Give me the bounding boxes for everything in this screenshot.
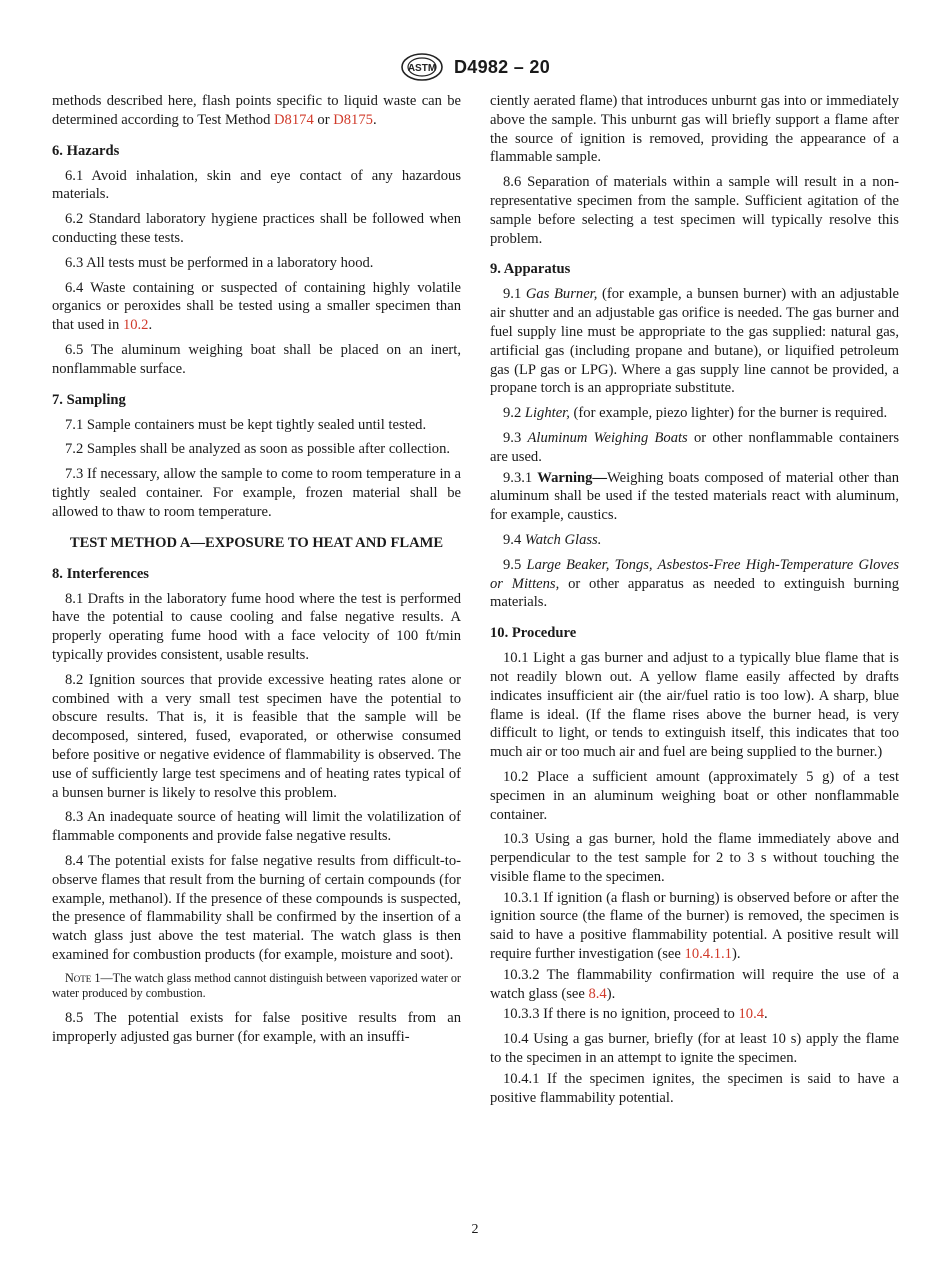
link-10-4[interactable]: 10.4 bbox=[738, 1006, 765, 1023]
paragraph-10-4: 10.4 Using a gas burner, briefly (for at least 10 s) apply the flame to the specimen in an attempt to ignite the specimen. bbox=[490, 1031, 899, 1067]
paragraph-7-2: 7.2 Samples shall be analyzed as soon as possible after collection. bbox=[65, 441, 451, 458]
paragraph-6-4: 6.4 Waste containing or suspected of containing highly volatile organics or peroxides shall be tested using a smaller specimen than that used in 10.2. bbox=[52, 279, 461, 334]
paragraph-6-5: 6.5 The aluminum weighing boat shall be placed on an inert, nonflammable surface. bbox=[52, 341, 461, 377]
section-heading-apparatus: 9. Apparatus bbox=[490, 261, 571, 278]
paragraph-10-1: 10.1 Light a gas burner and adjust to a typically blue flame that is not readily blown out. A yellow flame easily affected by drafts indicates insufficient air (the air/fuel ratio is too low). A sharp, blue flame is ideal. (If the flame rises above the burner head, is very difficult to light, or tends to extinguish itself, this indicates that too much air or too much air and fuel are being supplied to the burner.) bbox=[490, 650, 899, 761]
page-number: 2 bbox=[471, 1222, 479, 1237]
link-d8174[interactable]: D8174 bbox=[274, 111, 314, 128]
link-10-4-1-1[interactable]: 10.4.1.1 bbox=[684, 946, 732, 963]
paragraph-8-1: 8.1 Drafts in the laboratory fume hood where the test is performed have the potential to cause cooling and false negative results. A properly operating fume hood with a face velocity of 100 ft/min typically provides consistent, usable results. bbox=[52, 590, 461, 663]
method-title: TEST METHOD A—EXPOSURE TO HEAT AND FLAME bbox=[69, 534, 444, 551]
paragraph-10-3: 10.3 Using a gas burner, hold the flame immediately above and perpendicular to the test sample for 2 to 3 s without touching the visible flame to the specimen. bbox=[490, 831, 899, 885]
note-1: Note 1—The watch glass method cannot distinguish between vaporized water or water produced by combustion. bbox=[52, 970, 461, 1000]
paragraph-9-3: 9.3 Aluminum Weighing Boats or other nonflammable containers are used. bbox=[490, 429, 900, 465]
paragraph-10-3-1: 10.3.1 If ignition (a flash or burning) is observed before or after the ignition source (the flame of the burner) is removed, the specimen is said to have a positive flammability potential. A positive result will require further investigation (see 10.4.1.1). bbox=[490, 889, 899, 963]
paragraph-8-4: 8.4 The potential exists for false negative results from difficult-to-observe flames that result from the burning of certain compounds (for example, methanol). If the presence of these compounds is suspected, the presence of flammability shall be confirmed by the insertion of a watch glass just above the test material. The watch glass is then examined for combustion products (for example, moisture and soot). bbox=[52, 852, 461, 963]
paragraph-8-3: 8.3 An inadequate source of heating will limit the volatilization of flammable components and provide false negative results. bbox=[52, 809, 461, 845]
link-8-4[interactable]: 8.4 bbox=[588, 985, 607, 1002]
section-heading-interferences: 8. Interferences bbox=[52, 565, 149, 582]
right-column bbox=[490, 92, 899, 1113]
paragraph-10-3-3: 10.3.3 If there is no ignition, proceed to 10.4. bbox=[503, 1006, 768, 1023]
paragraph-9-2: 9.2 Lighter, (for example, piezo lighter) for the burner is required. bbox=[503, 405, 888, 422]
paragraph-10-4-1: 10.4.1 If the specimen ignites, the specimen is said to have a positive flammability potential. bbox=[490, 1070, 899, 1106]
paragraph-10-3-2: 10.3.2 The flammability confirmation will require the use of a watch glass (see 8.4). bbox=[490, 966, 899, 1002]
paragraph-9-4: 9.4 Watch Glass. bbox=[503, 531, 602, 548]
paragraph-8-5: 8.5 The potential exists for false positive results from an improperly adjusted gas burner (for example, with an insuffi- bbox=[52, 1010, 461, 1045]
link-10-2[interactable]: 10.2 bbox=[122, 317, 149, 334]
svg-text:ASTM: ASTM bbox=[407, 63, 437, 74]
paragraph-8-5-continuation: ciently aerated flame) that introduces unburnt gas into or immediately above the sample. This unburnt gas will briefly support a flame after the source of ignition is removed, providing the appearance of a flammable sample. bbox=[490, 93, 899, 166]
section-heading-procedure: 10. Procedure bbox=[490, 625, 577, 642]
paragraph-6-2: 6.2 Standard laboratory hygiene practices shall be followed when conducting these tests. bbox=[52, 211, 461, 246]
section-heading-sampling: 7. Sampling bbox=[52, 391, 126, 408]
page-header bbox=[0, 52, 950, 86]
link-d8175[interactable]: D8175 bbox=[333, 111, 373, 128]
paragraph-8-2: 8.2 Ignition sources that provide excessive heating rates alone or combined with a very small test specimen have the potential to obscure results. That is, it is feasible that the sample will be decomposed, sintered, fused, evaporated, or otherwise consumed before positive or negative evidence of flammability is observed. The use of sufficiently large test specimens and of heating rates typical of a bunsen burner is likely to resolve this problem. bbox=[52, 671, 461, 801]
paragraph-9-1: 9.1 Gas Burner, (for example, a bunsen burner) with an adjustable air shutter and an adjustable gas orifice is needed. The gas burner and fuel supply line must be appropriate to the gas supplied: natural gas, artificial gas (including propane and butane), or liquified petroleum gas (LP gas or LPG). Where a gas supply line cannot be provided, a propane torch is an appropriate substitute. bbox=[490, 286, 899, 397]
paragraph-6-3: 6.3 All tests must be performed in a laboratory hood. bbox=[65, 254, 374, 271]
paragraph-8-6: 8.6 Separation of materials within a sample will result in a non-representative specimen from the sample. Sufficient agitation of the sample before selecting a test specimen will typically resolve this problem. bbox=[490, 174, 899, 247]
paragraph-continuation: methods described here, flash points specific to liquid waste can be determined according to Test Method D8174 or D8175. bbox=[52, 93, 461, 128]
standard-designation: D4982 – 20 bbox=[453, 56, 551, 77]
section-heading-hazards: 6. Hazards bbox=[52, 142, 120, 159]
left-column bbox=[52, 92, 461, 1053]
paragraph-9-3-1: 9.3.1 Warning—Weighing boats composed of material other than aluminum shall be used if the tested materials react with aluminum, for example, caustics. bbox=[490, 469, 899, 524]
paragraph-6-1: 6.1 Avoid inhalation, skin and eye contact of any hazardous materials. bbox=[52, 167, 461, 203]
paragraph-10-2: 10.2 Place a sufficient amount (approximately 5 g) of a test specimen in an aluminum weighing boat or other nonflammable container. bbox=[490, 768, 899, 823]
paragraph-7-1: 7.1 Sample containers must be kept tightly sealed until tested. bbox=[65, 416, 427, 433]
paragraph-7-3: 7.3 If necessary, allow the sample to come to room temperature in a tightly sealed container. For example, frozen material shall be allowed to thaw to room temperature. bbox=[52, 466, 461, 520]
paragraph-9-5: 9.5 Large Beaker, Tongs, Asbestos-Free High-Temperature Gloves or Mittens, or other apparatus as needed to extinguish burning materials. bbox=[490, 556, 899, 611]
astm-logo-icon bbox=[400, 52, 444, 82]
